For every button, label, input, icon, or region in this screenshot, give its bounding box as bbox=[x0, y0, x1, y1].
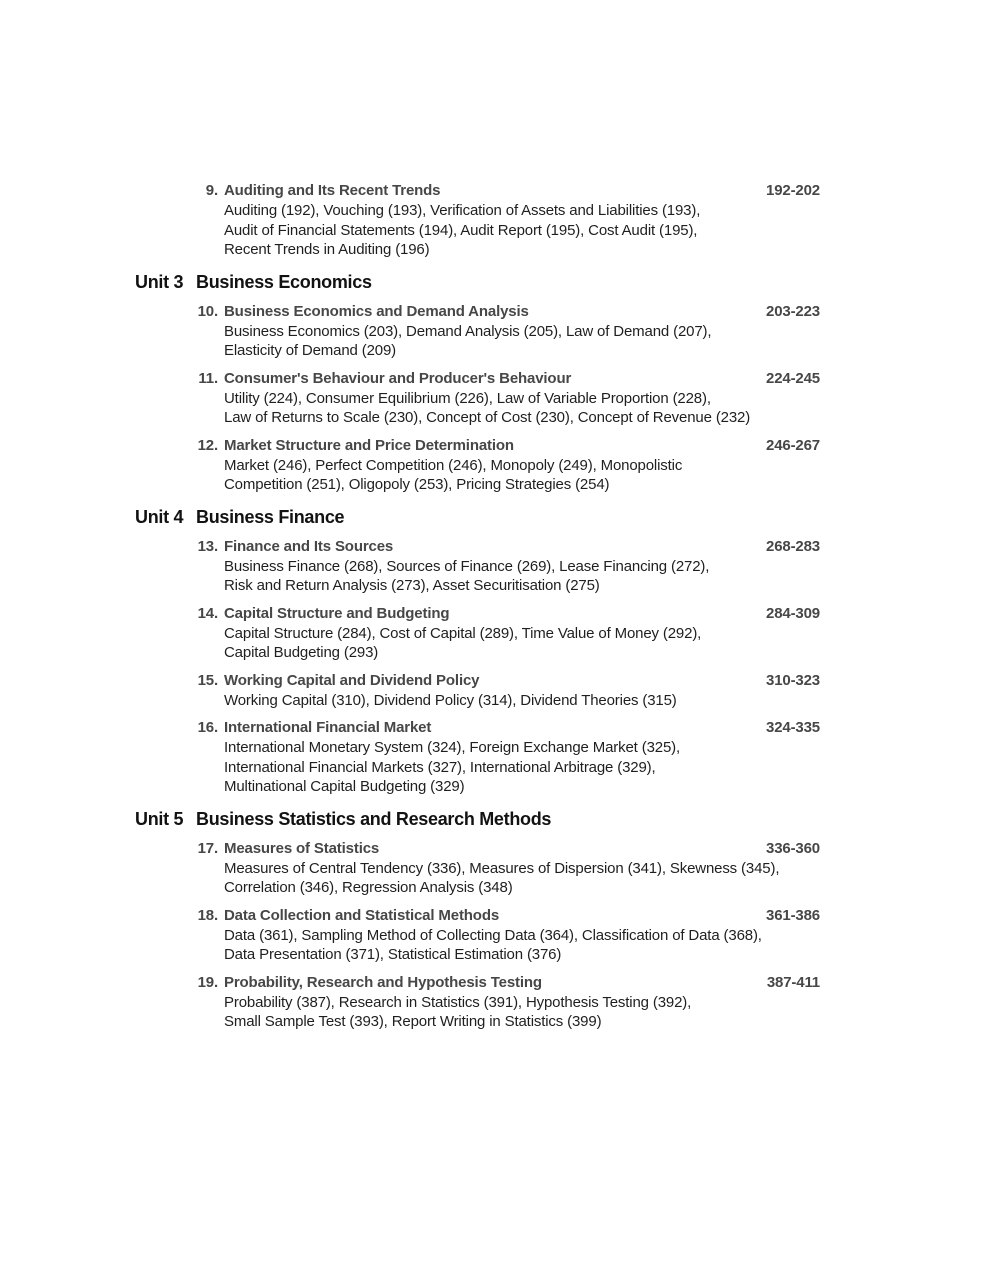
unit-title: Business Economics bbox=[196, 271, 372, 292]
chapter-number: 18. bbox=[197, 906, 218, 924]
chapter-topics bbox=[224, 322, 820, 361]
chapter-number: 19. bbox=[197, 973, 218, 991]
chapter-topics bbox=[224, 738, 820, 797]
chapter-number: 16. bbox=[197, 719, 218, 736]
chapter-topics bbox=[224, 859, 820, 898]
chapter-title: Finance and Its Sources bbox=[224, 537, 394, 555]
chapter-number: 9. bbox=[205, 182, 218, 199]
unit-label: Unit 3 bbox=[135, 271, 184, 292]
chapter-heading-row bbox=[196, 181, 820, 201]
chapter-topics-line: Risk and Return Analysis (273), Asset Securitisation (275) bbox=[224, 577, 600, 594]
chapter-title: Business Economics and Demand Analysis bbox=[224, 302, 529, 320]
chapter-page-range: 268-283 bbox=[766, 537, 820, 555]
toc-chapter-entry bbox=[196, 906, 820, 965]
chapter-title: Probability, Research and Hypothesis Testing bbox=[224, 973, 542, 991]
toc-chapter-entry bbox=[196, 537, 820, 596]
chapter-topics bbox=[224, 691, 820, 711]
unit-title: Business Statistics and Research Methods bbox=[196, 808, 552, 829]
chapter-number: 17. bbox=[197, 839, 218, 857]
chapter-topics bbox=[224, 456, 820, 495]
chapter-topics-line: Data Presentation (371), Statistical Estimation (376) bbox=[224, 946, 562, 963]
chapter-page-range: 324-335 bbox=[766, 719, 820, 736]
chapter-page-range: 284-309 bbox=[766, 604, 820, 622]
unit-title: Business Finance bbox=[196, 506, 345, 527]
chapter-topics-line: Working Capital (310), Dividend Policy (314), Dividend Theories (315) bbox=[224, 691, 677, 709]
chapter-topics bbox=[224, 993, 820, 1032]
toc-chapter-entry bbox=[196, 436, 820, 495]
unit-heading bbox=[135, 807, 820, 831]
chapter-topics bbox=[224, 557, 820, 596]
toc-chapter-entry bbox=[196, 973, 820, 1032]
chapter-heading-row bbox=[196, 604, 820, 624]
unit-label: Unit 5 bbox=[135, 808, 184, 829]
chapter-topics-line: Correlation (346), Regression Analysis (348) bbox=[224, 879, 513, 896]
chapter-topics-line: Data (361), Sampling Method of Collecting Data (364), Classification of Data (368), bbox=[224, 926, 762, 944]
chapter-title: Measures of Statistics bbox=[224, 839, 380, 857]
chapter-page-range: 246-267 bbox=[766, 436, 820, 454]
chapter-number: 10. bbox=[197, 302, 218, 320]
chapter-topics-line: Capital Structure (284), Cost of Capital (289), Time Value of Money (292), bbox=[224, 624, 702, 642]
chapter-topics bbox=[224, 624, 820, 663]
chapter-topics-line: Capital Budgeting (293) bbox=[224, 644, 379, 661]
chapter-number: 14. bbox=[197, 604, 218, 622]
toc-chapter-entry bbox=[196, 718, 820, 797]
chapter-topics-line: Audit of Financial Statements (194), Audit Report (195), Cost Audit (195), bbox=[224, 221, 698, 239]
chapter-number: 15. bbox=[197, 671, 218, 689]
chapter-title: Working Capital and Dividend Policy bbox=[224, 671, 480, 689]
chapter-page-range: 336-360 bbox=[766, 839, 820, 857]
chapter-topics-line: Elasticity of Demand (209) bbox=[224, 342, 397, 359]
chapter-topics-line: Probability (387), Research in Statistics (391), Hypothesis Testing (392), bbox=[224, 993, 692, 1011]
chapter-title: Auditing and Its Recent Trends bbox=[224, 182, 441, 199]
chapter-topics-line: Small Sample Test (393), Report Writing in Statistics (399) bbox=[224, 1013, 602, 1030]
toc-chapter-entry bbox=[196, 369, 820, 428]
chapter-heading-row bbox=[196, 839, 820, 859]
chapter-topics-line: Auditing (192), Vouching (193), Verification of Assets and Liabilities (193), bbox=[224, 202, 701, 219]
toc-chapter-entry bbox=[196, 604, 820, 663]
chapter-page-range: 361-386 bbox=[766, 906, 820, 924]
chapter-page-range: 310-323 bbox=[766, 671, 820, 689]
chapter-page-range: 224-245 bbox=[766, 369, 820, 387]
chapter-number: 11. bbox=[198, 369, 218, 387]
chapter-page-range: 387-411 bbox=[766, 973, 820, 991]
chapter-topics-line: International Financial Markets (327), International Arbitrage (329), bbox=[224, 758, 656, 776]
chapter-topics-line: Competition (251), Oligopoly (253), Pricing Strategies (254) bbox=[224, 476, 610, 493]
chapter-title: Market Structure and Price Determination bbox=[224, 436, 514, 454]
unit-heading bbox=[135, 505, 820, 529]
chapter-title: Capital Structure and Budgeting bbox=[224, 604, 450, 622]
toc-chapter-entry bbox=[196, 839, 820, 898]
chapter-topics-line: International Monetary System (324), Foreign Exchange Market (325), bbox=[224, 739, 681, 756]
chapter-title: Data Collection and Statistical Methods bbox=[224, 906, 500, 924]
toc-chapter-entry bbox=[196, 671, 820, 711]
chapter-topics-line: Market (246), Perfect Competition (246), Monopoly (249), Monopolistic bbox=[224, 456, 683, 474]
chapter-topics bbox=[224, 389, 820, 428]
chapter-title: Consumer's Behaviour and Producer's Behaviour bbox=[224, 369, 572, 387]
chapter-heading-row bbox=[196, 718, 820, 738]
chapter-heading-row bbox=[196, 302, 820, 322]
chapter-heading-row bbox=[196, 436, 820, 456]
unit-heading bbox=[135, 270, 820, 294]
chapter-heading-row bbox=[196, 671, 820, 691]
chapter-topics-line: Measures of Central Tendency (336), Measures of Dispersion (341), Skewness (345), bbox=[224, 859, 780, 877]
chapter-heading-row bbox=[196, 369, 820, 389]
chapter-topics-line: Utility (224), Consumer Equilibrium (226), Law of Variable Proportion (228), bbox=[224, 389, 711, 407]
toc-chapter-entry bbox=[196, 302, 820, 361]
chapter-topics bbox=[224, 201, 820, 260]
toc-content bbox=[135, 181, 820, 1040]
chapter-heading-row bbox=[196, 906, 820, 926]
chapter-topics-line: Multinational Capital Budgeting (329) bbox=[224, 778, 465, 795]
chapter-topics bbox=[224, 926, 820, 965]
chapter-heading-row bbox=[196, 973, 820, 993]
chapter-topics-line: Business Finance (268), Sources of Finance (269), Lease Financing (272), bbox=[224, 557, 710, 575]
chapter-number: 12. bbox=[197, 436, 218, 454]
chapter-title: International Financial Market bbox=[224, 719, 432, 736]
chapter-topics-line: Recent Trends in Auditing (196) bbox=[224, 241, 430, 258]
chapter-topics-line: Business Economics (203), Demand Analysis (205), Law of Demand (207), bbox=[224, 322, 712, 340]
chapter-heading-row bbox=[196, 537, 820, 557]
toc-chapter-entry bbox=[196, 181, 820, 260]
unit-label: Unit 4 bbox=[135, 506, 184, 527]
chapter-number: 13. bbox=[197, 537, 218, 555]
chapter-page-range: 203-223 bbox=[766, 302, 820, 320]
chapter-page-range: 192-202 bbox=[766, 182, 820, 199]
chapter-topics-line: Law of Returns to Scale (230), Concept of Cost (230), Concept of Revenue (232) bbox=[224, 409, 751, 426]
